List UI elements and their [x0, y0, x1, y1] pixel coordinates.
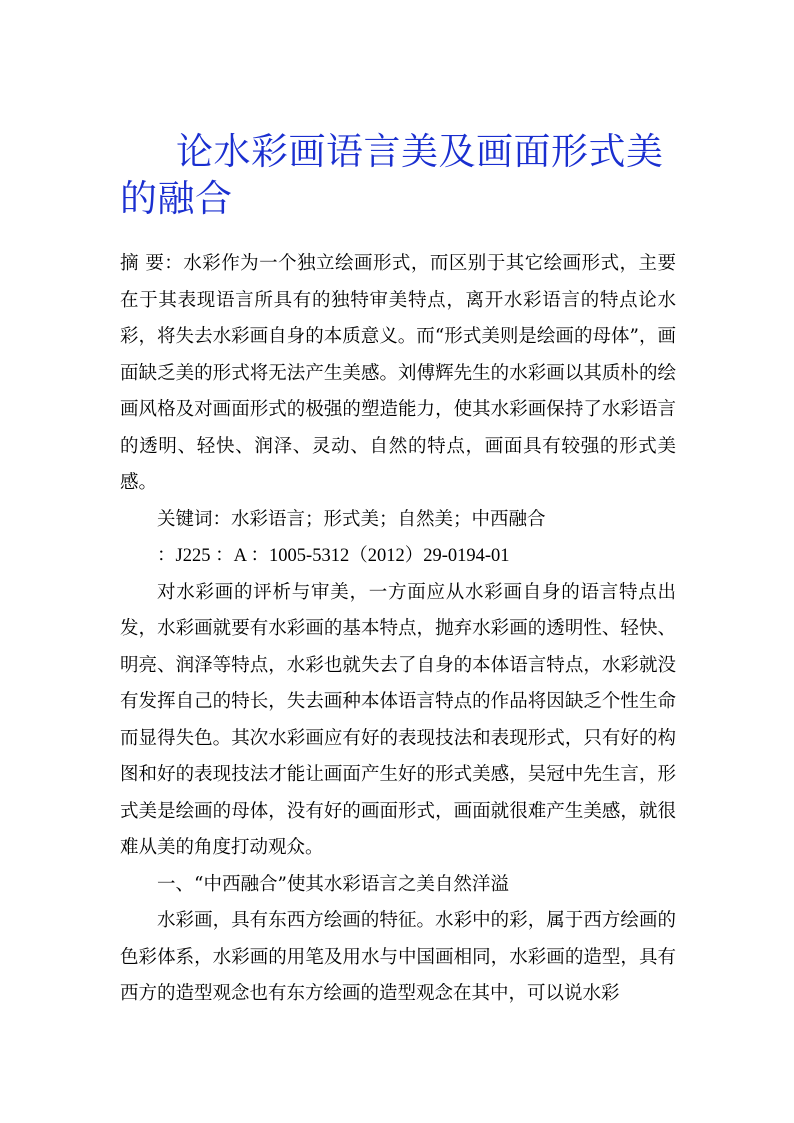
body-paragraph: 对水彩画的评析与审美，一方面应从水彩画自身的语言特点出发，水彩画就要有水彩画的基本特点，抛弃水彩画的透明性、轻快、明亮、润泽等特点，水彩也就失去了自身的本体语言特点，水彩就没有发挥自己的特长，失去画种本体语言特点的作品将因缺乏个性生命而显得失色。其次水彩画应有好的表现技法和表现形式，只有好的构图和好的表现技法才能让画面产生好的形式美感，吴冠中先生言，形式美是绘画的母体，没有好的画面形式，画面就很难产生美感，就很难从美的角度打动观众。 — [120, 581, 676, 858]
abstract-paragraph: 摘 要：水彩作为一个独立绘画形式，而区别于其它绘画形式，主要在于其表现语言所具有的独特审美特点，离开水彩语言的特点论水彩，将失去水彩画自身的本质意义。而“形式美则是绘画的母体”，画面缺乏美的形式将无法产生美感。刘傅辉先生的水彩画以其质朴的绘画风格及对画面形式的极强的塑造能力，使其水彩画保持了水彩语言的透明、轻快、润泽、灵动、自然的特点，画面具有较强的形式美感。 — [120, 253, 676, 493]
document-title: 论水彩画语言美及画面形式美的融合 — [120, 130, 664, 220]
classification-line: ：J225 ：A ：1005-5312（2012）29-0194-01 — [157, 546, 510, 566]
body-paragraph: 水彩画，具有东西方绘画的特征。水彩中的彩，属于西方绘画的色彩体系，水彩画的用笔及用水与中国画相同，水彩画的造型，具有西方的造型观念也有东方绘画的造型观念在其中，可以说水彩 — [120, 910, 676, 1004]
section-heading: 一、“中西融合”使其水彩语言之美自然洋溢 — [157, 873, 509, 895]
document-body — [120, 246, 676, 1013]
keywords-line: 关键词：水彩语言；形式美；自然美；中西融合 — [157, 508, 546, 530]
